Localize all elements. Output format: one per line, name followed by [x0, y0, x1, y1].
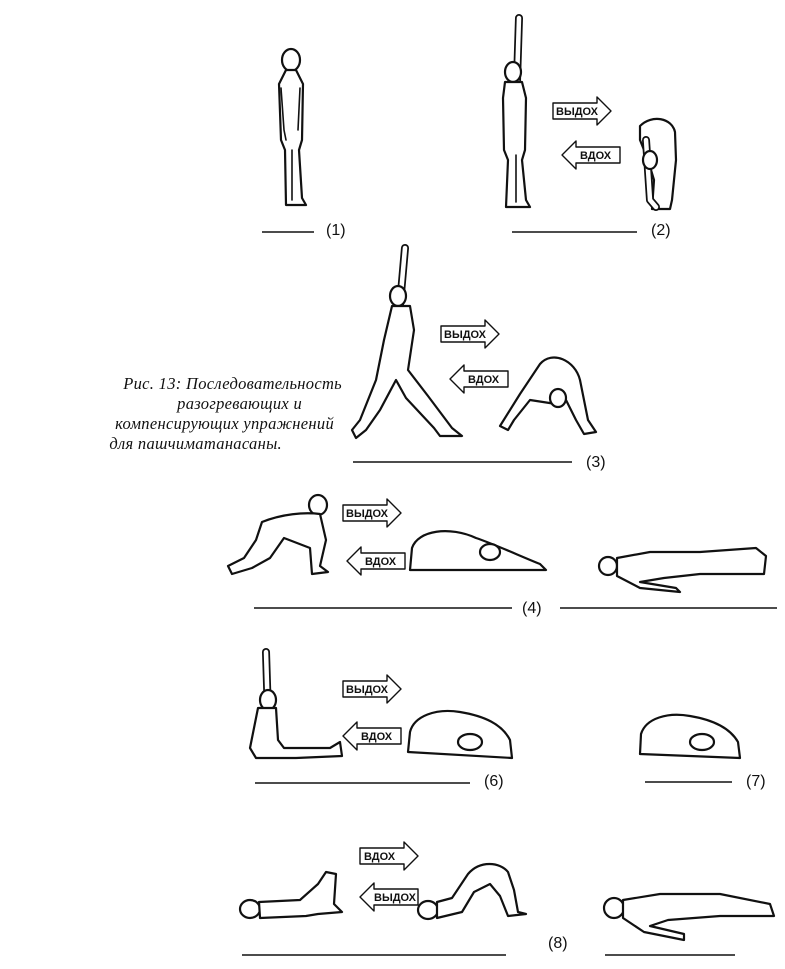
pose-knees-bent	[240, 872, 342, 918]
step-label-6: (6)	[484, 773, 504, 790]
caption-line-1: Рис. 13: Последовательность	[123, 374, 342, 393]
breath-arrows	[343, 97, 620, 911]
floor-lines	[242, 232, 777, 955]
arrow-left-icon	[360, 883, 418, 911]
pose-lying-flat-2	[604, 894, 774, 940]
arrow-left-icon	[450, 365, 508, 393]
arrow-inhale-text: ВДОХ	[580, 150, 612, 162]
caption-line-2: разогревающих и	[177, 394, 302, 413]
arrow-exhale-text: ВЫДОХ	[556, 106, 599, 118]
arrow-inhale-text: ВДОХ	[468, 374, 500, 386]
pose-seated-arms-up	[250, 652, 342, 758]
step-label-3: (3)	[586, 454, 606, 471]
arrow-right-icon	[360, 842, 418, 870]
arrow-exhale-text: ВЫДОХ	[444, 329, 487, 341]
pose-seated-fold-2	[640, 715, 740, 758]
pose-arms-raised	[503, 18, 530, 207]
arrow-inhale-text: ВДОХ	[365, 556, 397, 568]
caption-line-4: для пашчиматанасаны.	[109, 434, 282, 453]
step-label-2: (2)	[651, 222, 671, 239]
step-label-1: (1)	[326, 222, 346, 239]
arrow-right-icon	[343, 499, 401, 527]
pose-bridge	[418, 864, 526, 919]
arrow-right-icon	[441, 320, 499, 348]
pose-lying-flat-1	[599, 548, 766, 592]
arrow-exhale-text: ВЫДОХ	[346, 508, 389, 520]
pose-childs-pose	[410, 531, 546, 570]
arrow-exhale-text: ВЫДОХ	[346, 684, 389, 696]
pose-all-fours	[228, 495, 328, 574]
arrow-inhale-text: ВДОХ	[364, 851, 396, 863]
pose-standing	[279, 49, 306, 205]
pose-lunge-arms-up	[352, 248, 462, 438]
step-label-7: (7)	[746, 773, 766, 790]
step-label-4: (4)	[522, 600, 542, 617]
arrow-exhale-text: ВЫДОХ	[374, 892, 417, 904]
pose-downward-dog	[500, 357, 596, 434]
arrow-left-icon	[343, 722, 401, 750]
arrow-left-icon	[562, 141, 620, 169]
step-label-8: (8)	[548, 935, 568, 952]
pose-seated-fold-1	[408, 711, 512, 758]
arrow-right-icon	[343, 675, 401, 703]
arrow-inhale-text: ВДОХ	[361, 731, 393, 743]
caption-line-3: компенсирующих упражнений	[115, 414, 334, 433]
arrow-left-icon	[347, 547, 405, 575]
arrow-right-icon	[553, 97, 611, 125]
pose-forward-fold	[640, 119, 676, 209]
